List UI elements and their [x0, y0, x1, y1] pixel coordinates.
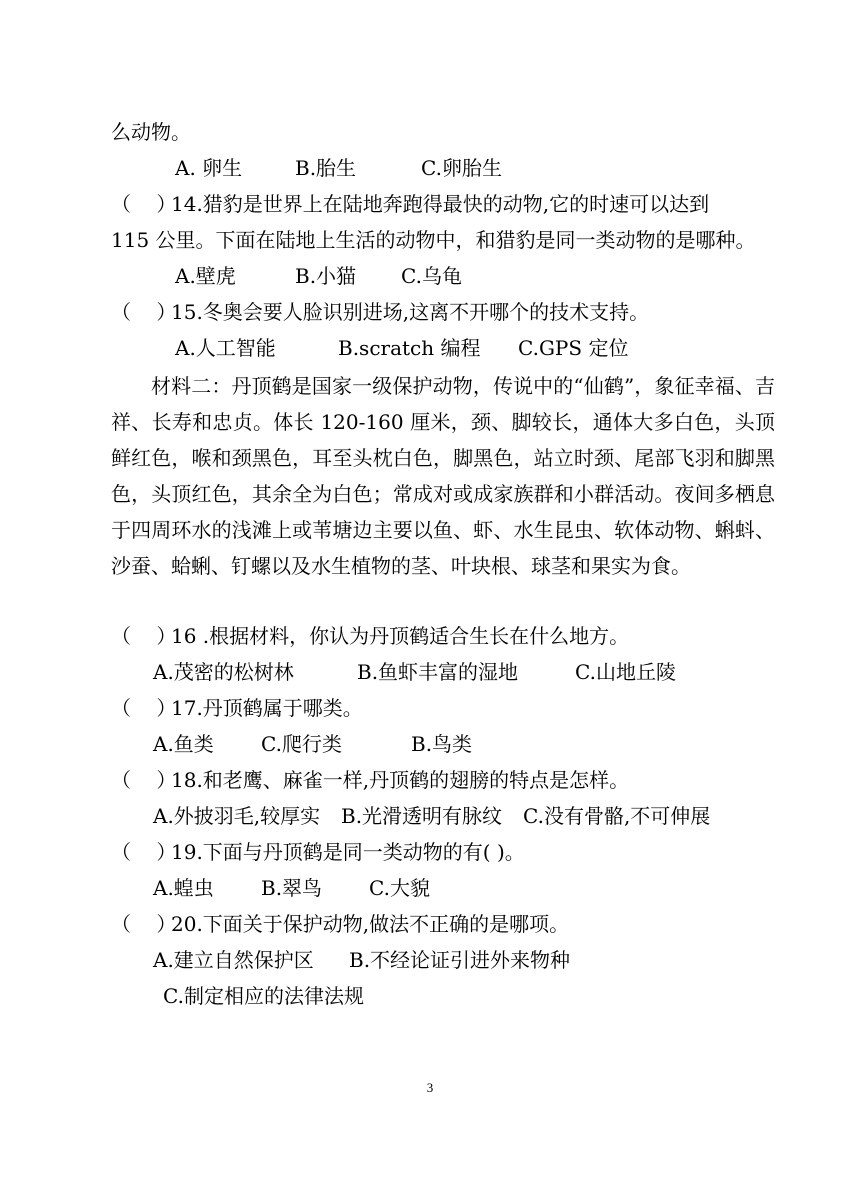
question-14-options: [175, 262, 462, 290]
option-a: A.茂密的松树林: [153, 660, 294, 684]
answer-blank[interactable]: （ ）: [111, 192, 177, 216]
option-b: B.不经论证引进外来物种: [349, 948, 571, 972]
question-16-options: [153, 658, 676, 686]
question-13-continuation: 么动物。: [111, 120, 191, 144]
material-two-paragraph: 材料二：丹顶鹤是国家一级保护动物，传说中的“仙鹤”，象征幸福、吉祥、长寿和忠贞。体长 120-160 厘米，颈、脚较长，通体大多白色，头顶鲜红色，喉和颈黑色，耳至头枕白色，脚黑色，站立时颈、尾部飞羽和脚黑色，头顶红色，其余全为白色；常成对或成家族群和小群活动。夜间多栖息于四周环水的浅滩上或苇塘边主要以鱼、虾、水生昆虫、软体动物、蝌蚪、沙蚕、蛤蜊、钉螺以及水生植物的茎、叶块根、球茎和果实为食。: [111, 374, 775, 578]
question-17-text: 17.丹顶鹤属于哪类。: [171, 696, 363, 720]
option-a: A.建立自然保护区: [153, 948, 314, 972]
question-18: [111, 766, 629, 794]
question-18-options: [153, 802, 710, 830]
option-b: B.鸟类: [411, 732, 473, 756]
question-20: [111, 910, 569, 938]
option-a: A.蝗虫: [153, 876, 214, 900]
question-17: [111, 694, 363, 722]
option-b: B.胎生: [295, 156, 357, 180]
option-b: B.小猫: [295, 264, 357, 288]
option-c: C.大貌: [369, 876, 430, 900]
question-19-options: [153, 874, 430, 902]
page-number: 3: [426, 1080, 434, 1095]
option-a: A.鱼类: [153, 732, 214, 756]
question-16-text: 16 .根据材料，你认为丹顶鹤适合生长在什么地方。: [171, 624, 630, 648]
question-14: [111, 190, 709, 218]
answer-blank[interactable]: （ ）: [111, 624, 177, 648]
answer-blank[interactable]: （ ）: [111, 300, 177, 324]
option-b: B.scratch 编程: [338, 336, 481, 360]
question-14-text-line2: 115 公里。下面在陆地上生活的动物中，和猎豹是同一类动物的是哪种。: [111, 228, 756, 252]
question-20-options: [153, 946, 570, 974]
question-15-text: 15.冬奥会要人脸识别进场,这离不开哪个的技术支持。: [171, 300, 650, 324]
option-a: A. 卵生: [175, 156, 243, 180]
question-16: [111, 622, 629, 650]
question-18-text: 18.和老鹰、麻雀一样,丹顶鹤的翅膀的特点是怎样。: [171, 768, 630, 792]
question-15-options: [175, 334, 628, 362]
answer-blank[interactable]: （ ）: [111, 768, 177, 792]
question-14-text: 14.猎豹是世界上在陆地奔跑得最快的动物,它的时速可以达到: [171, 192, 710, 216]
option-a: A.外披羽毛,较厚实: [153, 804, 321, 828]
option-b: B.鱼虾丰富的湿地: [357, 660, 519, 684]
option-a: A.人工智能: [175, 336, 276, 360]
option-c: C.GPS 定位: [518, 336, 629, 360]
option-c: C.乌龟: [401, 264, 462, 288]
question-15: [111, 298, 649, 326]
question-17-options: [153, 730, 472, 758]
answer-blank[interactable]: （ ）: [111, 840, 177, 864]
option-a: A.壁虎: [175, 264, 236, 288]
question-13-options: [175, 154, 502, 182]
option-c: C.卵胎生: [421, 156, 502, 180]
question-19-text: 19.下面与丹顶鹤是同一类动物的有( )。: [171, 840, 525, 864]
option-c: C.山地丘陵: [575, 660, 676, 684]
question-20-text: 20.下面关于保护动物,做法不正确的是哪项。: [171, 912, 570, 936]
answer-blank[interactable]: （ ）: [111, 912, 177, 936]
answer-blank[interactable]: （ ）: [111, 696, 177, 720]
option-b: B.光滑透明有脉纹: [341, 804, 503, 828]
option-c: C.爬行类: [261, 732, 342, 756]
option-b: B.翠鸟: [261, 876, 323, 900]
question-20-option-c: C.制定相应的法律法规: [163, 984, 364, 1008]
option-c: C.没有骨骼,不可伸展: [523, 804, 711, 828]
question-19: [111, 838, 525, 866]
